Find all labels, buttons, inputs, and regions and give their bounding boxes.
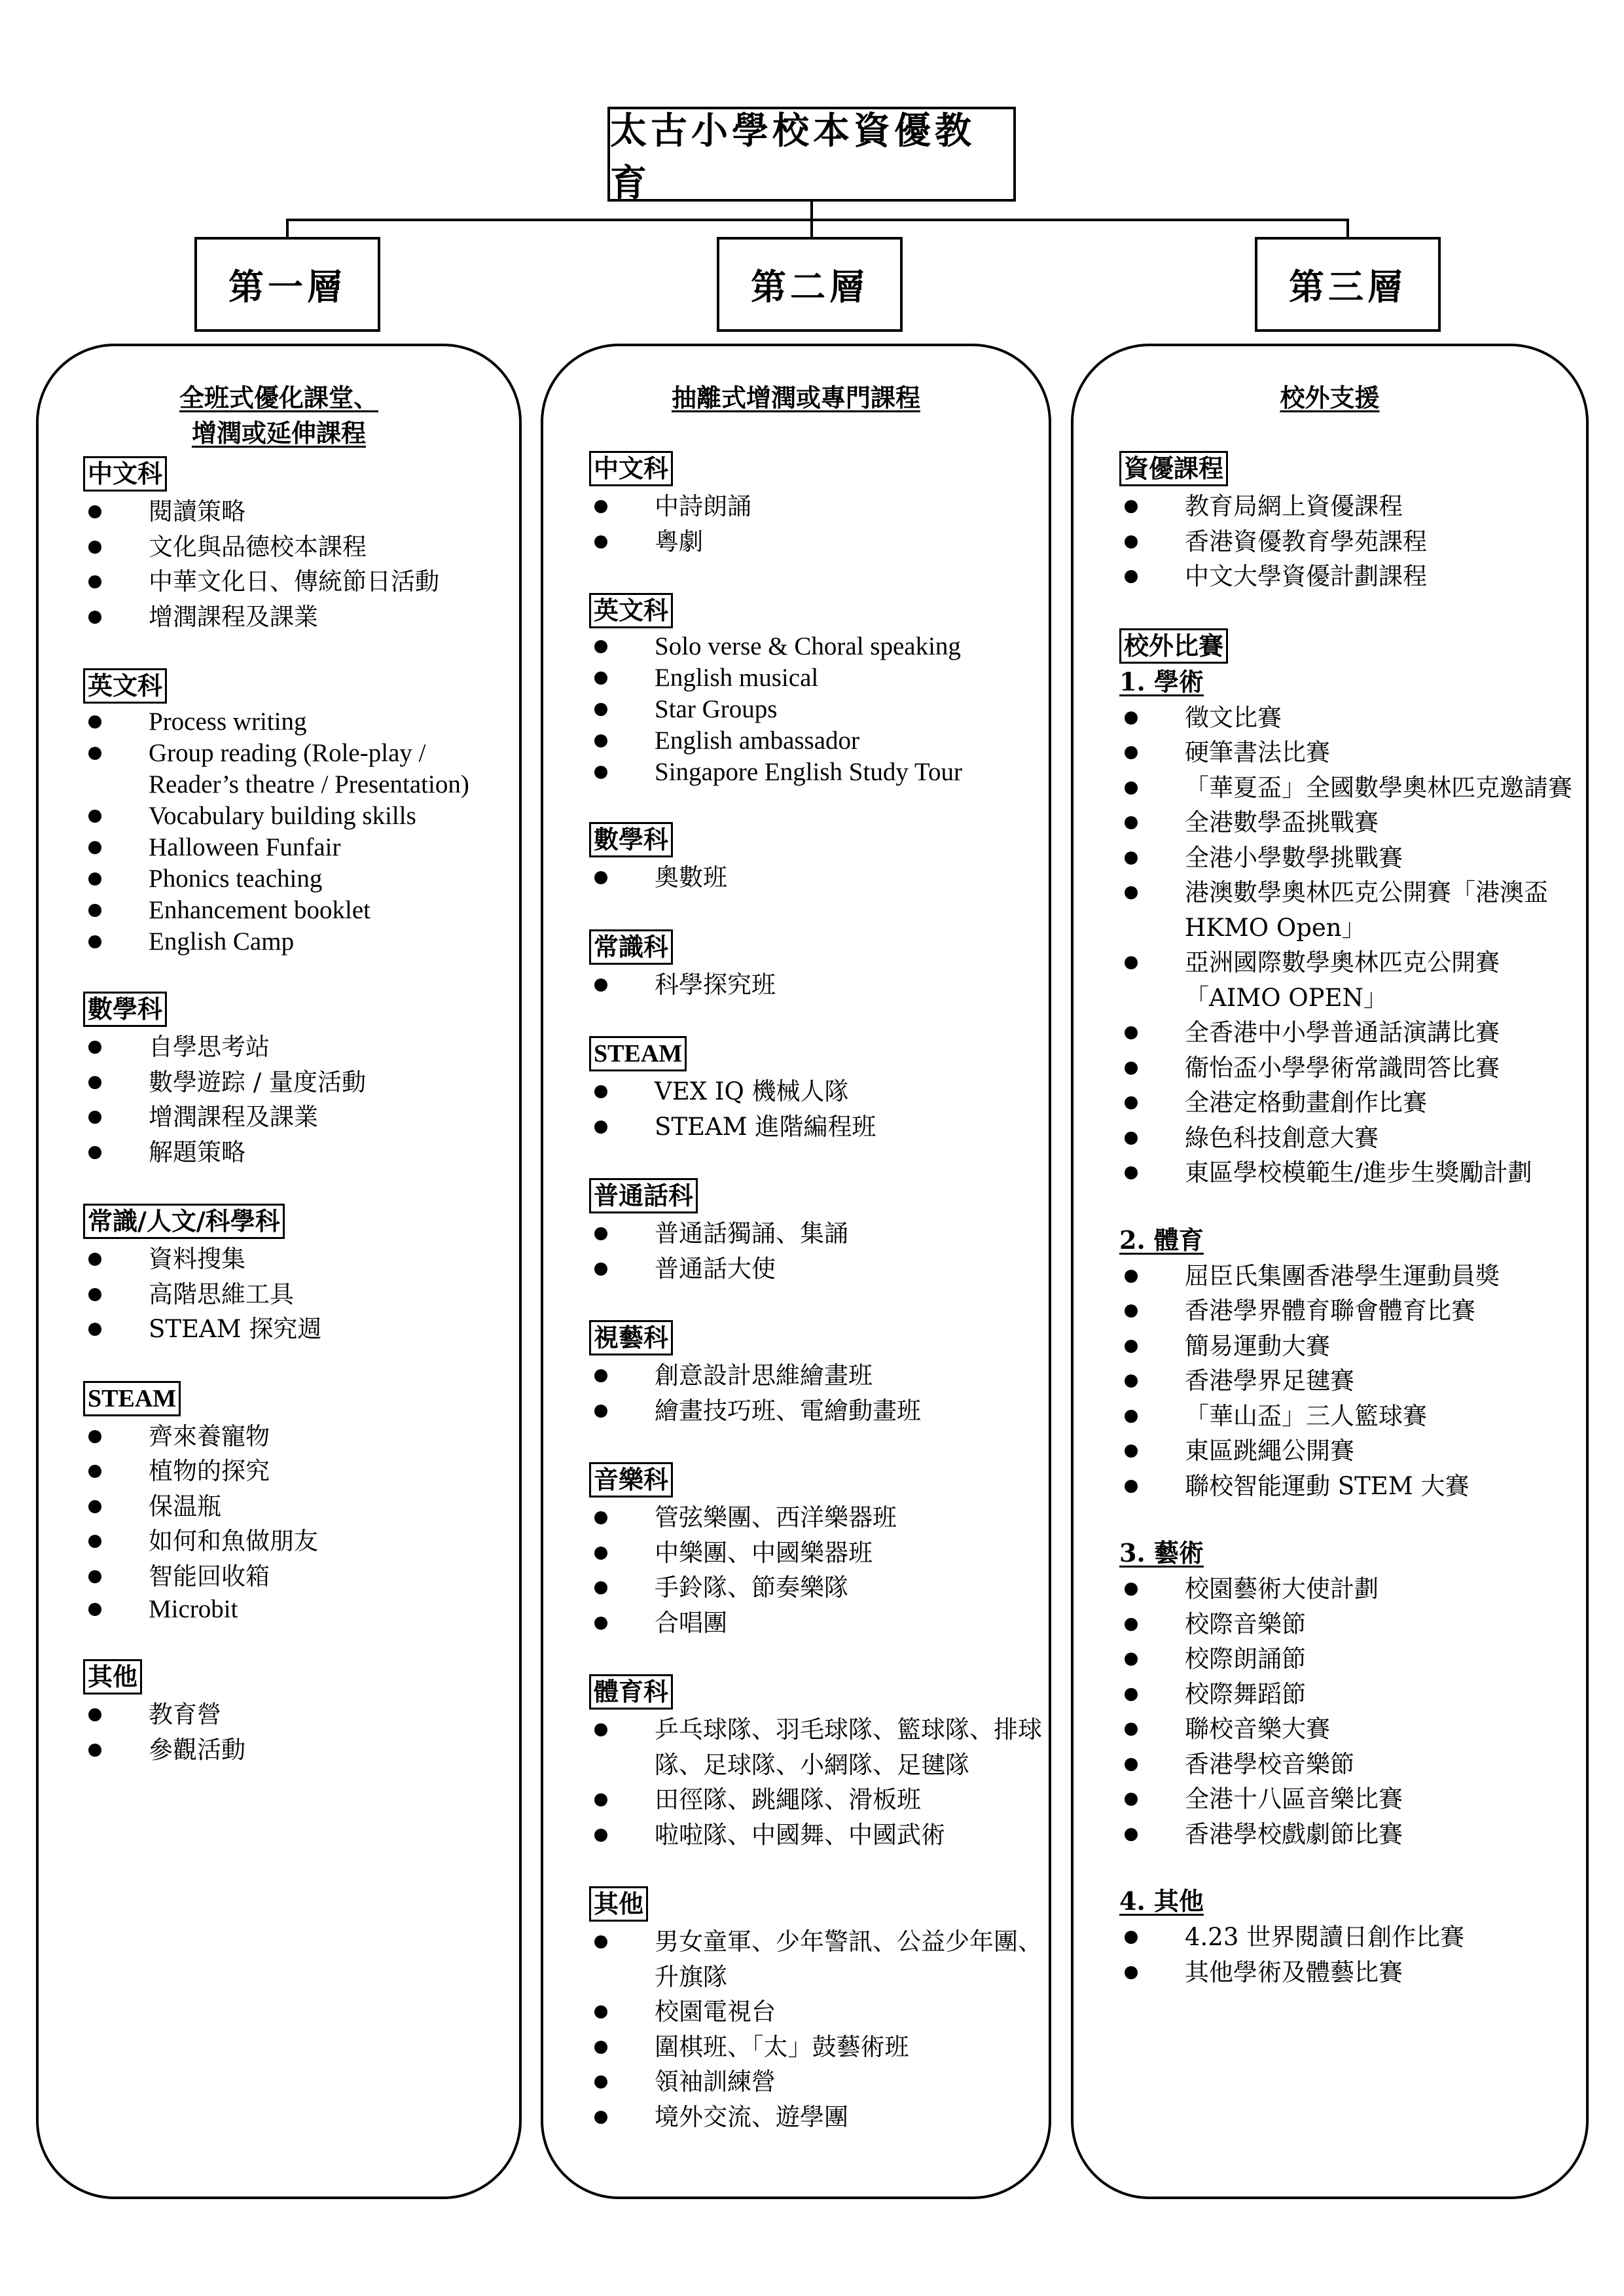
list-item: 「華山盃」三人籃球賽 <box>1119 1399 1579 1434</box>
bullet-list <box>589 1216 1042 1286</box>
subsection <box>1119 1886 1579 1990</box>
bullet-list <box>589 1500 1042 1640</box>
section <box>83 1204 513 1347</box>
bullet-list <box>83 1697 513 1767</box>
section-label: 常識科 <box>589 929 673 965</box>
section-label: STEAM <box>83 1381 181 1416</box>
list-item: 粵劇 <box>589 524 1042 560</box>
section <box>589 1320 1042 1428</box>
section-label: 體育科 <box>589 1674 673 1710</box>
list-item: 簡易運動大賽 <box>1119 1329 1579 1364</box>
list-item: 啦啦隊、中國舞、中國武術 <box>589 1818 1042 1853</box>
section <box>589 593 1042 788</box>
list-item: 數學遊踪 / 量度活動 <box>83 1065 513 1100</box>
section-label: 常識/人文/科學科 <box>83 1204 285 1239</box>
tier-3-heading-line: 校外支援 <box>1280 383 1380 412</box>
list-item: 香港學校音樂節 <box>1119 1747 1579 1782</box>
list-item: Phonics teaching <box>83 863 513 895</box>
list-item: 校際音樂節 <box>1119 1607 1579 1642</box>
list-item: 其他學術及體藝比賽 <box>1119 1955 1579 1990</box>
list-item: 衞怡盃小學學術常識問答比賽 <box>1119 1050 1579 1086</box>
section <box>589 451 1042 559</box>
section-label: 音樂科 <box>589 1462 673 1498</box>
list-item: 普通話獨誦、集誦 <box>589 1216 1042 1251</box>
list-item: Group reading (Role-play / Reader’s theatre / Presentation) <box>83 738 513 800</box>
list-item: 教育局網上資優課程 <box>1119 489 1579 524</box>
list-item: 綠色科技創意大賽 <box>1119 1121 1579 1156</box>
list-item: 創意設計思維繪畫班 <box>589 1358 1042 1393</box>
list-item: 植物的探究 <box>83 1454 513 1489</box>
subsection <box>1119 1537 1579 1852</box>
subsection-label: 3. 藝術 <box>1119 1538 1204 1568</box>
section-label: 英文科 <box>589 593 673 628</box>
list-item: 聯校智能運動 STEM 大賽 <box>1119 1469 1579 1504</box>
list-item: 全港定格動畫創作比賽 <box>1119 1085 1579 1121</box>
list-item: English musical <box>589 662 1042 694</box>
list-item: 閱讀策略 <box>83 494 513 529</box>
list-item: 智能回收箱 <box>83 1559 513 1594</box>
section <box>83 668 513 958</box>
subsection-label: 4. 其他 <box>1119 1886 1204 1916</box>
section <box>1119 628 1579 1990</box>
tier-1-heading <box>39 380 519 451</box>
list-item: 東區學校模範生/進步生獎勵計劃 <box>1119 1155 1579 1191</box>
section-label: 資優課程 <box>1119 451 1228 486</box>
tier-3-content <box>1119 451 1579 2024</box>
list-item: 4.23 世界閱讀日創作比賽 <box>1119 1920 1579 1955</box>
list-item: 港澳數學奧林匹克公開賽「港澳盃 HKMO Open」 <box>1119 875 1579 945</box>
list-item: STEAM 探究週 <box>83 1312 513 1347</box>
bullet-list <box>83 1242 513 1347</box>
section-label: 數學科 <box>589 822 673 857</box>
section-label: 數學科 <box>83 992 167 1027</box>
list-item: 增潤課程及課業 <box>83 1100 513 1135</box>
bullet-list <box>589 1712 1042 1852</box>
list-item: 領袖訓練營 <box>589 2064 1042 2100</box>
tier-2-heading-line: 抽離式增潤或專門課程 <box>671 383 920 412</box>
tier-1-heading-line: 全班式優化課堂、 <box>179 383 378 412</box>
section <box>589 1886 1042 2134</box>
tier-3-box: 第三層 <box>1255 237 1441 332</box>
list-item: Halloween Funfair <box>83 832 513 863</box>
list-item: Process writing <box>83 706 513 738</box>
list-item: 圍棋班、「太」鼓藝術班 <box>589 2030 1042 2065</box>
list-item: 全香港中小學普通話演講比賽 <box>1119 1015 1579 1050</box>
list-item: 自學思考站 <box>83 1030 513 1065</box>
section <box>589 1036 1042 1144</box>
bullet-list <box>589 1358 1042 1428</box>
section <box>589 822 1042 895</box>
list-item: 增潤課程及課業 <box>83 600 513 635</box>
list-item: 香港學校戲劇節比賽 <box>1119 1817 1579 1852</box>
tier-2-content <box>589 451 1042 2168</box>
list-item: Vocabulary building skills <box>83 800 513 832</box>
tier-3-panel <box>1071 344 1589 2199</box>
tier-3-heading <box>1074 380 1586 416</box>
bullet-list <box>1119 1259 1579 1504</box>
list-item: 齊來養寵物 <box>83 1419 513 1454</box>
list-item: 中華文化日、傳統節日活動 <box>83 564 513 600</box>
section <box>589 1178 1042 1286</box>
section <box>1119 451 1579 594</box>
list-item: 聯校音樂大賽 <box>1119 1712 1579 1747</box>
list-item: 屈臣氏集團香港學生運動員獎 <box>1119 1259 1579 1294</box>
section <box>83 1659 513 1767</box>
section-label: 校外比賽 <box>1119 628 1228 664</box>
list-item: 全港十八區音樂比賽 <box>1119 1782 1579 1817</box>
list-item: 普通話大使 <box>589 1251 1042 1287</box>
subsection <box>1119 1225 1579 1504</box>
section <box>589 1462 1042 1640</box>
bullet-list <box>589 1924 1042 2134</box>
list-item: 繪畫技巧班、電繪動畫班 <box>589 1393 1042 1429</box>
list-item: 香港學界足毽賽 <box>1119 1363 1579 1399</box>
section-label: 視藝科 <box>589 1320 673 1355</box>
list-item: 保温瓶 <box>83 1489 513 1524</box>
bullet-list <box>1119 489 1579 594</box>
bullet-list <box>83 706 513 958</box>
section <box>83 992 513 1170</box>
bullet-list <box>83 1030 513 1170</box>
list-item: 中詩朗誦 <box>589 489 1042 524</box>
tier-1-panel <box>36 344 522 2199</box>
tier-1-content <box>83 456 513 1801</box>
list-item: 合唱團 <box>589 1605 1042 1641</box>
list-item: 文化與品德校本課程 <box>83 529 513 565</box>
list-item: 資料搜集 <box>83 1242 513 1277</box>
list-item: 東區跳繩公開賽 <box>1119 1433 1579 1469</box>
bullet-list <box>83 1419 513 1626</box>
section-label: STEAM <box>589 1036 687 1071</box>
list-item: 中文大學資優計劃課程 <box>1119 559 1579 594</box>
list-item: 亞洲國際數學奧林匹克公開賽「AIMO OPEN」 <box>1119 945 1579 1015</box>
list-item: 科學探究班 <box>589 967 1042 1003</box>
subsection-label: 1. 學術 <box>1119 666 1204 696</box>
list-item: 手鈴隊、節奏樂隊 <box>589 1570 1042 1605</box>
list-item: 香港學界體育聯會體育比賽 <box>1119 1293 1579 1329</box>
bullet-list <box>1119 1571 1579 1852</box>
list-item: 硬筆書法比賽 <box>1119 735 1579 770</box>
section <box>589 1674 1042 1852</box>
list-item: Star Groups <box>589 694 1042 725</box>
bullet-list <box>1119 700 1579 1191</box>
list-item: 參觀活動 <box>83 1732 513 1768</box>
list-item: Enhancement booklet <box>83 895 513 926</box>
bullet-list <box>589 860 1042 895</box>
section-label: 其他 <box>589 1886 648 1922</box>
list-item: 教育營 <box>83 1697 513 1732</box>
list-item: 高階思維工具 <box>83 1277 513 1312</box>
list-item: 校園藝術大使計劃 <box>1119 1571 1579 1607</box>
list-item: English ambassador <box>589 725 1042 757</box>
list-item: 解題策略 <box>83 1135 513 1170</box>
tier-2-box: 第二層 <box>717 237 903 332</box>
list-item: Solo verse & Choral speaking <box>589 631 1042 662</box>
list-item: 校園電視台 <box>589 1994 1042 2030</box>
section-label: 其他 <box>83 1659 142 1695</box>
tier-1-heading-line: 增潤或延伸課程 <box>191 418 366 448</box>
list-item: 全港小學數學挑戰賽 <box>1119 840 1579 876</box>
subsection <box>1119 666 1579 1191</box>
list-item: 中樂團、中國樂器班 <box>589 1535 1042 1571</box>
section-label: 中文科 <box>83 456 167 492</box>
section-label: 中文科 <box>589 451 673 486</box>
list-item: STEAM 進階編程班 <box>589 1109 1042 1145</box>
bullet-list <box>83 494 513 634</box>
list-item: Microbit <box>83 1594 513 1625</box>
tier-1-box: 第一層 <box>194 237 380 332</box>
bullet-list <box>1119 1920 1579 1990</box>
section <box>589 929 1042 1003</box>
list-item: VEX IQ 機械人隊 <box>589 1074 1042 1109</box>
bullet-list <box>589 1074 1042 1144</box>
bullet-list <box>589 489 1042 559</box>
section-label: 普通話科 <box>589 1178 698 1213</box>
list-item: 全港數學盃挑戰賽 <box>1119 805 1579 840</box>
list-item: 男女童軍、少年警訊、公益少年團、升旗隊 <box>589 1924 1042 1994</box>
bullet-list <box>589 967 1042 1003</box>
tier-2-panel <box>541 344 1051 2199</box>
list-item: 乒乓球隊、羽毛球隊、籃球隊、排球隊、足球隊、小網隊、足毽隊 <box>589 1712 1042 1782</box>
list-item: 徵文比賽 <box>1119 700 1579 736</box>
list-item: 管弦樂團、西洋樂器班 <box>589 1500 1042 1535</box>
section <box>83 1381 513 1626</box>
list-item: 奧數班 <box>589 860 1042 895</box>
list-item: Singapore English Study Tour <box>589 757 1042 788</box>
list-item: 「華夏盃」全國數學奧林匹克邀請賽 <box>1119 770 1579 806</box>
list-item: 田徑隊、跳繩隊、滑板班 <box>589 1782 1042 1818</box>
section-label: 英文科 <box>83 668 167 704</box>
list-item: 境外交流、遊學團 <box>589 2100 1042 2135</box>
list-item: English Camp <box>83 926 513 958</box>
list-item: 校際舞蹈節 <box>1119 1677 1579 1712</box>
page-title: 太古小學校本資優教育 <box>607 107 1016 202</box>
section <box>83 456 513 634</box>
list-item: 如何和魚做朋友 <box>83 1524 513 1559</box>
bullet-list <box>589 631 1042 788</box>
list-item: 香港資優教育學苑課程 <box>1119 524 1579 560</box>
subsection-label: 2. 體育 <box>1119 1225 1204 1255</box>
list-item: 校際朗誦節 <box>1119 1641 1579 1677</box>
tier-2-heading <box>543 380 1049 416</box>
